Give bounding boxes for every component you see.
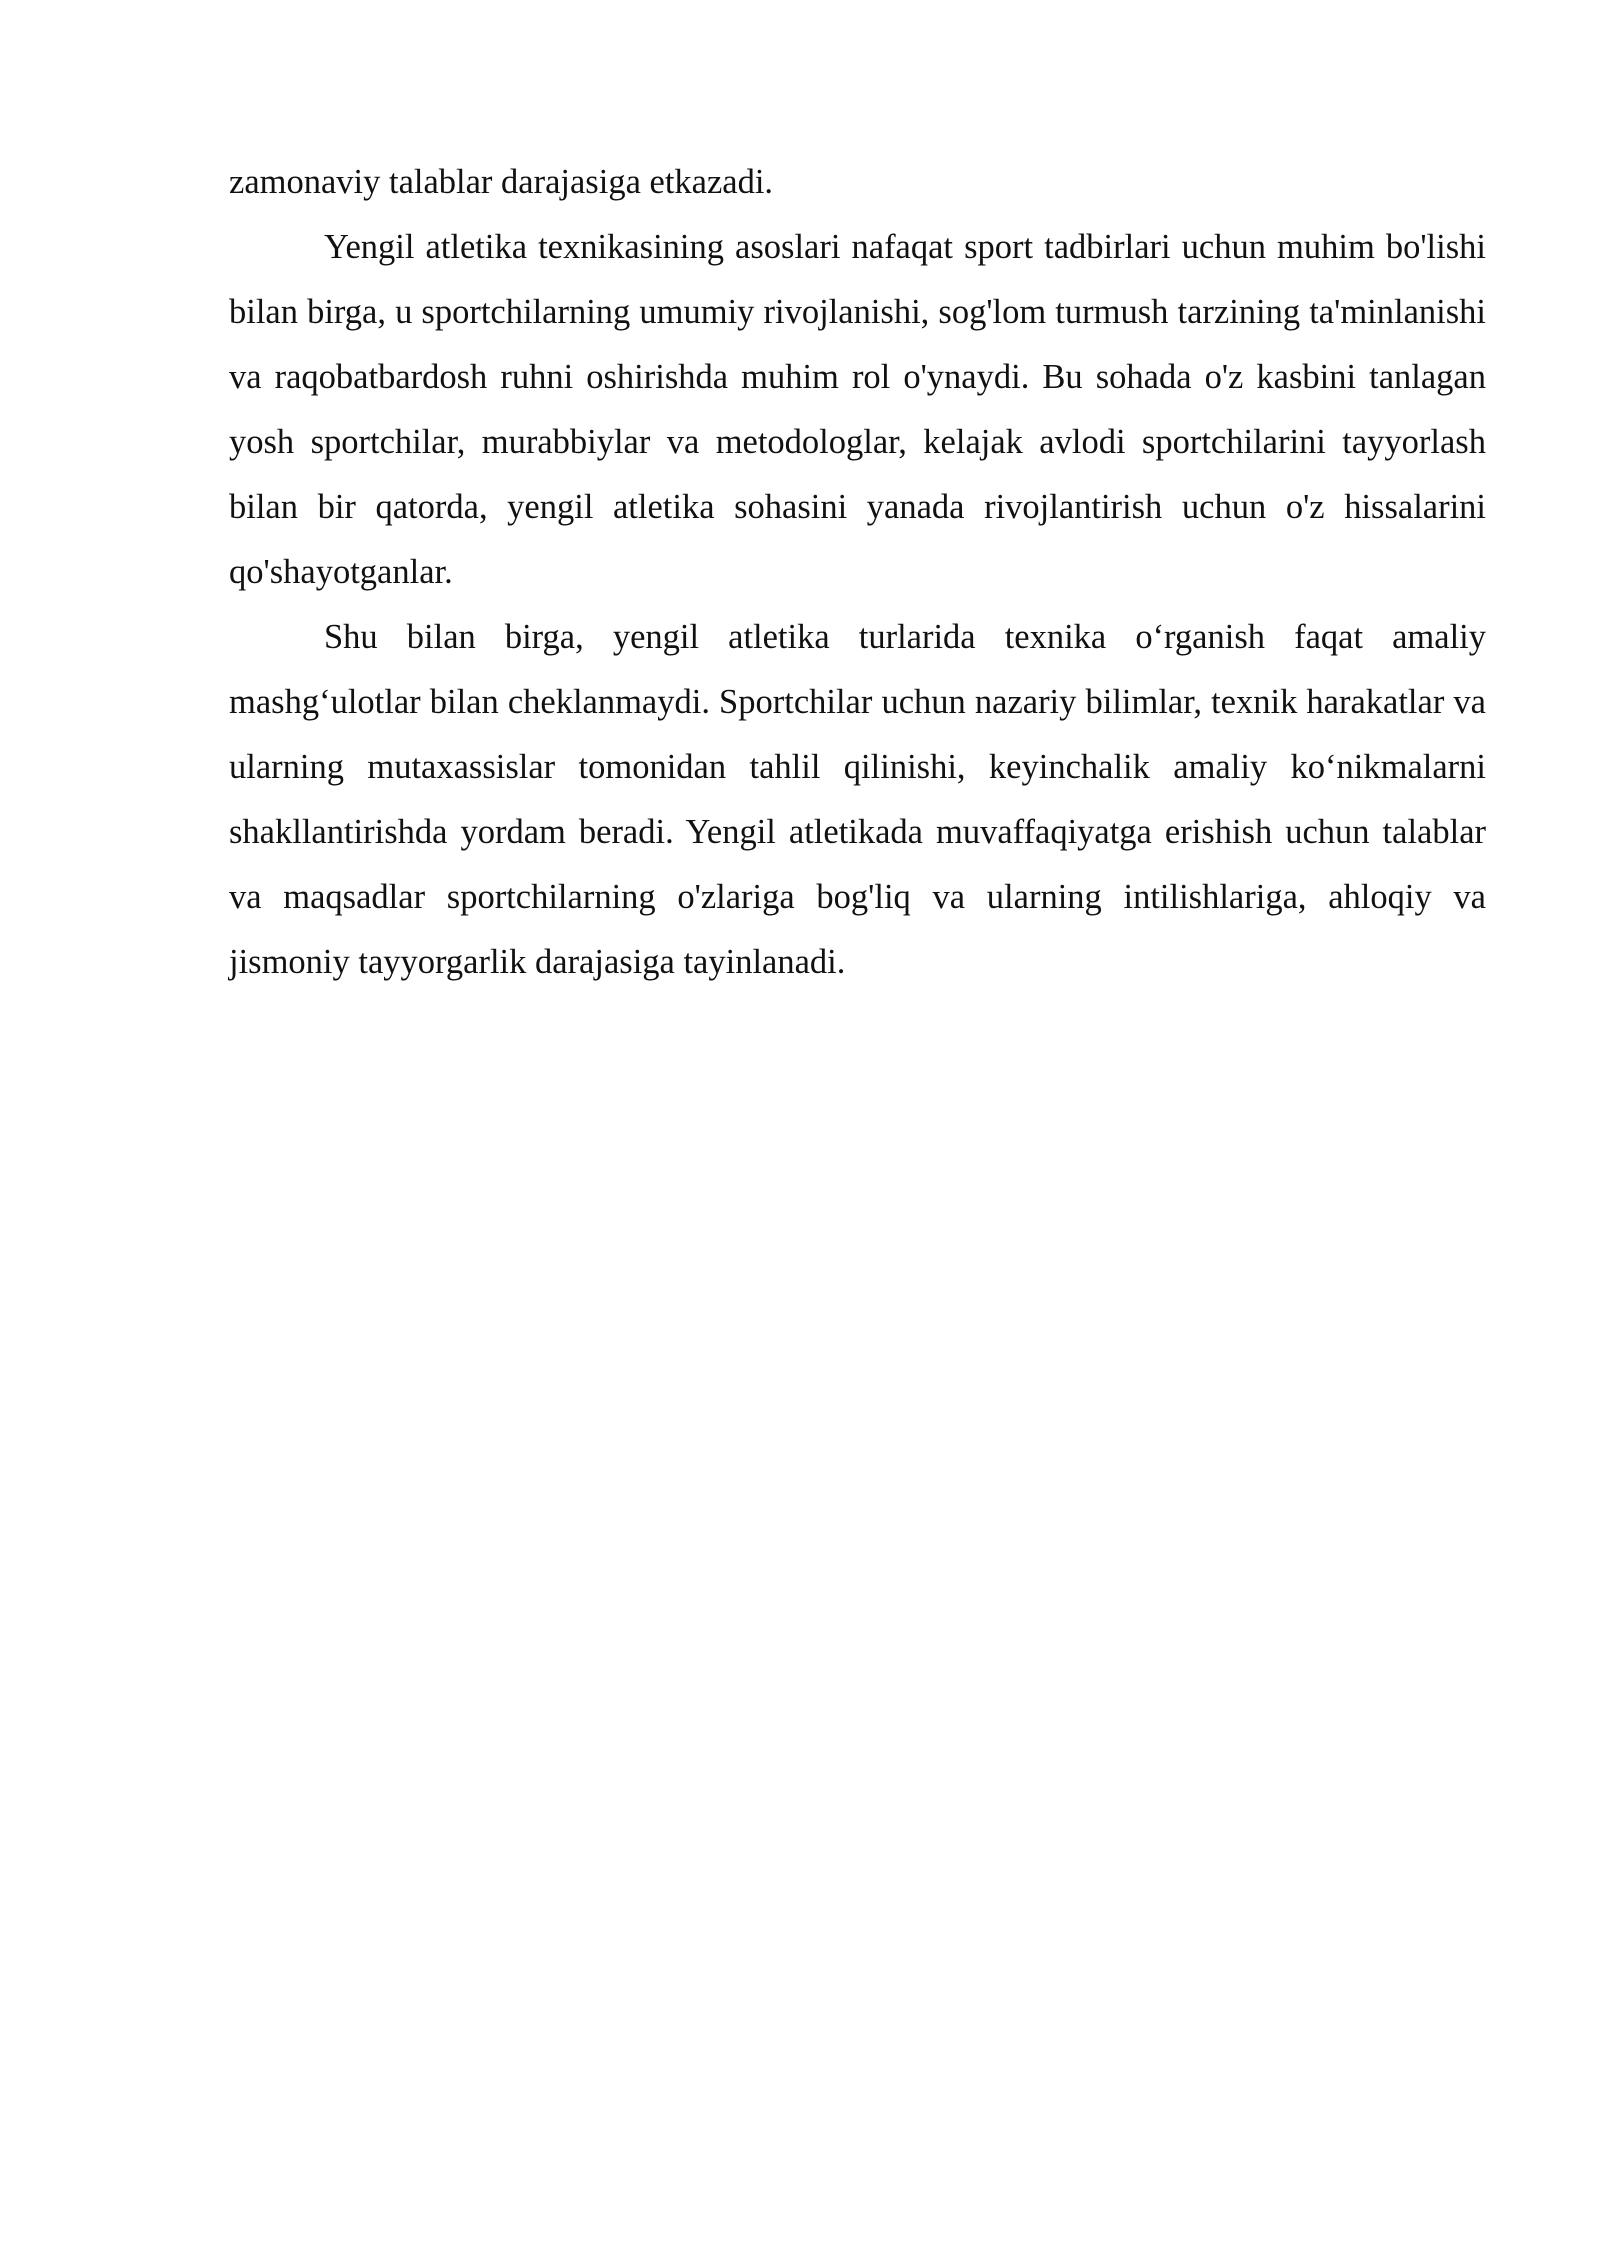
- paragraph-continuation: zamonaviy talablar darajasiga etkazadi.: [229, 163, 774, 201]
- document-body: [229, 150, 1486, 995]
- paragraph: Shu bilan birga, yengil atletika turlarida texnika o‘rganish faqat amaliy mashg‘ulotlar bilan cheklanmaydi. Sportchilar uchun nazariy bilimlar, texnik harakatlar va ularning mutaxassislar tomonidan tahlil qilinishi, keyinchalik amaliy ko‘nikmalarni shakllantirishda yordam beradi. Yengil atletikada muvaffaqiyatga erishish uchun talablar va maqsadlar sportchilarning o'zlariga bog'liq va ularning intilishlariga, ahloqiy va jismoniy tayyorgarlik darajasiga tayinlanadi.: [229, 618, 1486, 981]
- paragraph: Yengil atletika texnikasining asoslari nafaqat sport tadbirlari uchun muhim bo'lishi bilan birga, u sportchilarning umumiy rivojlanishi, sog'lom turmush tarzining ta'minlanishi va raqobatbardosh ruhni oshirishda muhim rol o'ynaydi. Bu sohada o'z kasbini tanlagan yosh sportchilar, murabbiylar va metodologlar, kelajak avlodi sportchilarini tayyorlash bilan bir qatorda, yengil atletika sohasini yanada rivojlantirish uchun o'z hissalarini qo'shayotganlar.: [229, 228, 1486, 591]
